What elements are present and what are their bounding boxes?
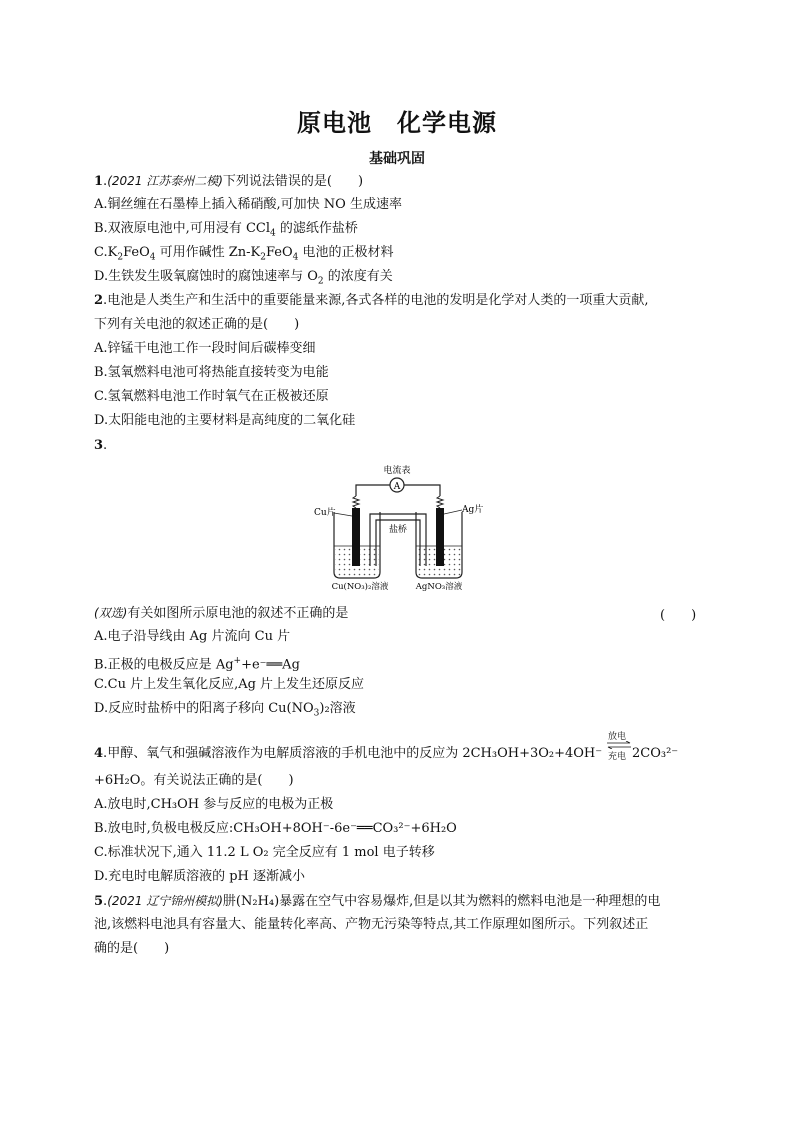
left-solution-label: Cu(NO₃)₂溶液 — [331, 582, 389, 592]
question-3-stem: (双选)有关如图所示原电池的叙述不正确的是 — [94, 606, 349, 621]
question-number: 2 — [94, 293, 104, 308]
q3-option-d: D.反应时盐桥中的阳离子移向 $Cu(NO_3)_2$溶液 — [94, 701, 356, 719]
q2-option-d: D.太阳能电池的主要材料是高纯度的二氧化硅 — [94, 413, 356, 428]
salt-bridge-label: 盐桥 — [388, 525, 408, 535]
page-title: 原电池 化学电源 — [297, 109, 497, 137]
question-4-product: 2CO₃²⁻ — [632, 746, 679, 761]
q1-option-c: $C.K_2FeO_4$ 可用作碱性 $Zn-K_2FeO_4$ 电池的正极材料 — [94, 245, 394, 263]
question-2-stem: 2.电池是人类生产和生活中的重要能量来源,各式各样的电池的发明是化学对人类的一项重大贡献, — [94, 293, 649, 308]
question-number: 4 — [94, 746, 104, 761]
arrow-label-charge: 充电 — [608, 752, 627, 762]
q1-option-d: D.生铁发生吸氧腐蚀时的腐蚀速率与 $O_2$ 的浓度有关 — [94, 269, 393, 287]
q2-option-c: C.氢氧燃料电池工作时氧气在正极被还原 — [94, 389, 329, 404]
reversible-arrow-icon — [606, 741, 632, 749]
q1-option-a: A.铜丝缠在石墨棒上插入稀硝酸,可加快 NO 生成速率 — [94, 197, 402, 212]
q3-option-c: C.Cu 片上发生氧化反应,Ag 片上发生还原反应 — [94, 677, 365, 692]
q4-option-d: D.充电时电解质溶液的 pH 逐渐减小 — [94, 869, 306, 884]
section-title: 基础巩固 — [369, 151, 425, 167]
question-1-stem: 1.(2021 江苏泰州二模)下列说法错误的是( ) — [94, 174, 364, 189]
q3-option-b: B.正极的电极反应是 Ag++e⁻══Ag — [94, 656, 300, 673]
q2-option-b: B.氢氧燃料电池可将热能直接转变为电能 — [94, 365, 329, 380]
question-2-stem-cont: 下列有关电池的叙述正确的是( ) — [94, 317, 300, 332]
question-4-stem-cont: +6H₂O。有关说法正确的是( ) — [94, 773, 294, 788]
question-5-stem-cont: 池,该燃料电池具有容量大、能量转化率高、产物无污染等特点,其工作原理如图所示。下列叙述正 — [94, 917, 649, 932]
question-source: (2021 江苏泰州二模) — [107, 174, 223, 188]
q1-option-b: B.双液原电池中,可用浸有 CCl$_4$ 的滤纸作盐桥 — [94, 221, 358, 239]
cu-electrode — [352, 508, 360, 566]
question-5-stem: 5.(2021 辽宁锦州模拟)肼(N₂H₄)暴露在空气中容易爆炸,但是以其为燃料的燃料电池是一种理想的电 — [94, 894, 661, 909]
q2-option-a: A.锌锰干电池工作一段时间后碳棒变细 — [94, 341, 316, 356]
ammeter-symbol: A — [393, 482, 401, 492]
q4-option-b: B.放电时,负极电极反应:CH₃OH+8OH⁻-6e⁻══CO₃²⁻+6H₂O — [94, 821, 457, 836]
ag-label: Ag片 — [462, 505, 484, 515]
question-number: 1 — [94, 174, 104, 189]
arrow-label-discharge: 放电 — [608, 732, 627, 742]
ag-electrode — [436, 508, 444, 566]
cu-label: Cu片 — [314, 508, 336, 518]
q3-option-a: A.电子沿导线由 Ag 片流向 Cu 片 — [94, 629, 291, 644]
question-number: 5 — [94, 894, 104, 909]
right-solution-label: AgNO₃溶液 — [415, 582, 463, 592]
q4-option-a: A.放电时,CH₃OH 参与反应的电极为正极 — [94, 797, 334, 812]
galvanic-cell-diagram — [312, 462, 492, 592]
q4-option-c: C.标准状况下,通入 11.2 L O₂ 完全反应有 1 mol 电子转移 — [94, 845, 435, 860]
question-5-stem-end: 确的是( ) — [94, 941, 170, 956]
question-3-number: 3. — [94, 438, 108, 453]
answer-paren: ( ) — [660, 608, 697, 623]
question-4-stem: 4.甲醇、氧气和强碱溶液作为电解质溶液的手机电池中的反应为 2CH₃OH+3O₂+4OH⁻ — [94, 746, 603, 761]
ammeter-label: 电流表 — [383, 466, 411, 476]
